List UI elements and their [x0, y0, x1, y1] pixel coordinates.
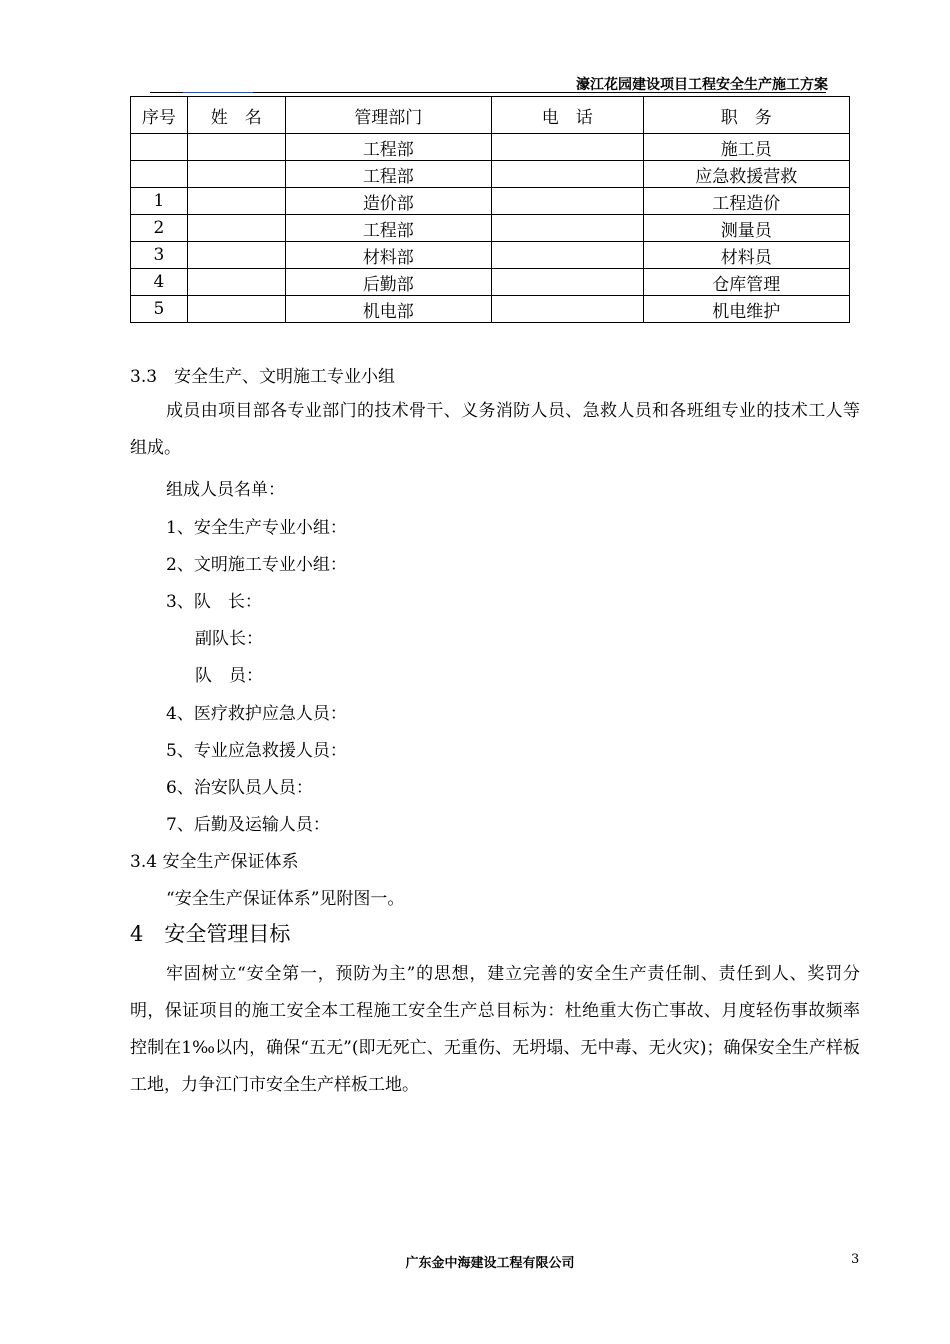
- list-item: 队 员：: [195, 666, 263, 686]
- list-item: 3、队 长：: [166, 592, 262, 612]
- list-item: 2、文明施工专业小组：: [166, 555, 347, 575]
- table-cell: 仓库管理: [643, 269, 849, 296]
- section-3-4-text: “安全生产保证体系”见附图一。: [166, 889, 405, 909]
- table-cell: 后勤部: [285, 269, 491, 296]
- list-item: 7、后勤及运输人员：: [166, 815, 330, 835]
- table-cell: 测量员: [643, 215, 849, 242]
- list-item: 副队长：: [195, 629, 263, 649]
- table-row: [131, 215, 850, 242]
- table-cell: [491, 296, 643, 323]
- list-item: 4、医疗救护应急人员：: [166, 704, 347, 724]
- table-cell: [491, 134, 643, 161]
- table-row: [131, 188, 850, 215]
- table-cell: 应急救援营救: [643, 161, 849, 188]
- table-cell: 工程部: [285, 215, 491, 242]
- table-cell: 工程造价: [643, 188, 849, 215]
- list-item: 1、安全生产专业小组：: [166, 518, 347, 538]
- table-cell: 1: [131, 188, 188, 215]
- table-cell: 机电部: [285, 296, 491, 323]
- table-row: [131, 242, 850, 269]
- table-cell: [187, 215, 285, 242]
- column-header: 序号: [131, 97, 188, 134]
- table-cell: 材料部: [285, 242, 491, 269]
- table-cell: 造价部: [285, 188, 491, 215]
- list-item: 5、专业应急救援人员：: [166, 741, 347, 761]
- table-cell: [491, 269, 643, 296]
- table-cell: 3: [131, 242, 188, 269]
- staff-table: [130, 96, 850, 323]
- table-row: [131, 296, 850, 323]
- table-cell: 机电维护: [643, 296, 849, 323]
- column-header: 姓 名: [187, 97, 285, 134]
- table-cell: 施工员: [643, 134, 849, 161]
- section-heading-3-3: 3.3 安全生产、文明施工专业小组: [130, 367, 396, 387]
- table-cell: [187, 242, 285, 269]
- table-cell: 材料员: [643, 242, 849, 269]
- section-heading-4: 4 安全管理目标: [130, 922, 291, 946]
- section-4-text: 牢固树立“安全第一，预防为主”的思想，建立完善的安全生产责任制、责任到人、奖罚分明，保证项目的施工安全本工程施工安全生产总目标为：杜绝重大伤亡事故、月度轻伤事故频率控制在1‰以内，确保“五无”(即无死亡、无重伤、无坍塌、无中毒、无火灾)；确保安全生产样板工地，力争江门市安全生产样板工地。: [130, 964, 860, 1095]
- table-cell: 工程部: [285, 134, 491, 161]
- section-heading-3-4: 3.4 安全生产保证体系: [130, 852, 299, 872]
- table-cell: [131, 134, 188, 161]
- table-cell: [187, 296, 285, 323]
- table-cell: 2: [131, 215, 188, 242]
- table-cell: [187, 134, 285, 161]
- column-header: 电 话: [491, 97, 643, 134]
- table-cell: 工程部: [285, 161, 491, 188]
- column-header: 管理部门: [285, 97, 491, 134]
- table-row: [131, 269, 850, 296]
- table-cell: [491, 161, 643, 188]
- table-cell: [187, 269, 285, 296]
- table-cell: [491, 188, 643, 215]
- header-rule-accent: [183, 92, 253, 93]
- table-cell: 5: [131, 296, 188, 323]
- table-row: [131, 161, 850, 188]
- header-title: 濠江花园建设项目工程安全生产施工方案: [576, 77, 828, 93]
- table-row: [131, 134, 850, 161]
- table-cell: 4: [131, 269, 188, 296]
- table-cell: [491, 242, 643, 269]
- member-list-title: 组成人员名单：: [166, 480, 285, 500]
- footer-company: 广东金中海建设工程有限公司: [405, 1256, 575, 1271]
- page-number: 3: [851, 1252, 860, 1267]
- table-cell: [187, 161, 285, 188]
- table-header-row: [131, 97, 850, 134]
- section-3-3-intro: 成员由项目部各专业部门的技术骨干、义务消防人员、急救人员和各班组专业的技术工人等组成。: [130, 401, 860, 458]
- table-cell: [491, 215, 643, 242]
- column-header: 职 务: [643, 97, 849, 134]
- list-item: 6、治安队员人员：: [166, 778, 313, 798]
- table-cell: [187, 188, 285, 215]
- table-cell: [131, 161, 188, 188]
